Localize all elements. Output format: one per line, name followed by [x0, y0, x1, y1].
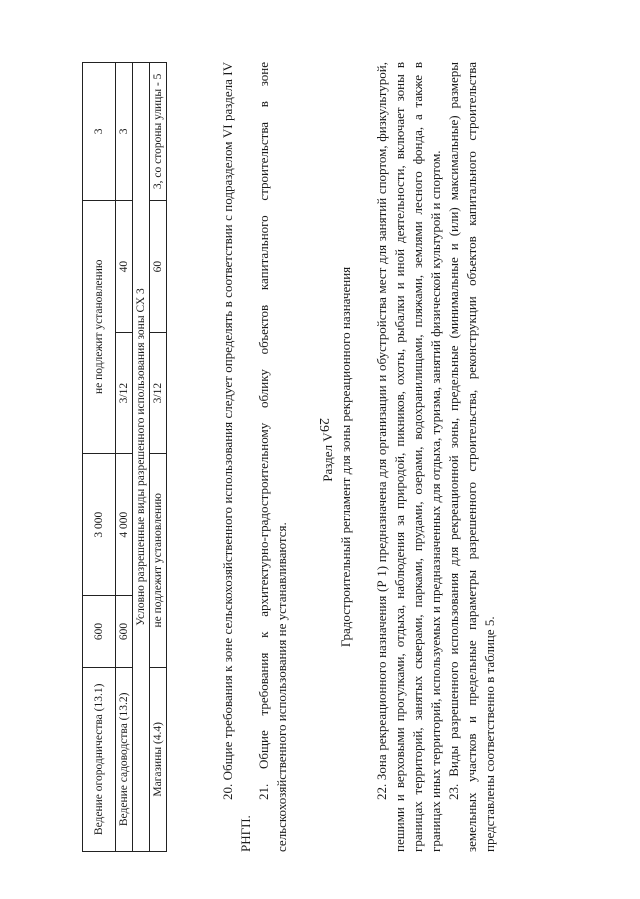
table-row — [150, 63, 167, 852]
zones-table — [82, 62, 167, 852]
table-cell: Ведение садоводства (13.2) — [116, 667, 133, 851]
table-section-header: Условно разрешенные виды разрешенного использования зоны СХ 3 — [133, 63, 150, 852]
paragraph-22: 22. Зона рекреационного назначения (Р 1) предназначена для организации и обустройства мест для занятий спортом, физкультурой, пешими и верховыми прогулками, отдыха, наблюдения за природой, пикников, охоты, рыбалки и иной деятельности, включает зоны в границах территорий, занятых скверами, парками, прудами, озерами, водохранилищами, пляжами, землями лесного фонда, а также в границах иных территорий, используемых и предназначенных для отдыха, туризма, занятий физической культурой и спортом. — [374, 62, 443, 852]
table-cell: 3/12 — [150, 333, 167, 453]
table-cell: не подлежит установлению — [83, 200, 116, 453]
table-cell: Ведение огородничества (13.1) — [83, 667, 116, 851]
page-number: 29 — [316, 418, 331, 432]
table-cell: 3, со стороны улицы - 5 — [150, 63, 167, 201]
table-cell: 600 — [116, 596, 133, 667]
table-cell: Магазины (4.4) — [150, 667, 167, 851]
table-row — [83, 63, 116, 852]
paragraph-20: 20. Общие требования к зоне сельскохозяйственного использования следует определять в соответствии с подразделом VI раздела IV РНГП. — [220, 62, 253, 852]
paragraph-23: 23. Виды разрешенного использования для рекреационной зоны, предельные (минимальные и (или) максимальные) размеры земельных участков и предельные параметры разрешенного строительства, реконструкции объектов капитального строительства представлены соответственно в таблице 5. — [446, 62, 497, 852]
table-cell: 3 000 — [83, 453, 116, 596]
rotated-page-content — [82, 62, 497, 852]
table-row — [133, 63, 150, 852]
table-cell: 3/12 — [116, 333, 133, 453]
table-cell: 4 000 — [116, 453, 133, 596]
paragraph-21: 21. Общие требования к архитектурно-градостроительному облику объектов капитального строительства в зоне сельскохозяйственного использования не устанавливаются. — [256, 62, 289, 852]
table-cell: не подлежит установлению — [150, 453, 167, 667]
section-subtitle: Градостроительный регламент для зоны рекреационного назначения — [338, 266, 353, 648]
table-cell: 600 — [83, 596, 116, 667]
table-cell: 60 — [150, 200, 167, 333]
table-cell: 3 — [116, 63, 133, 201]
table-cell: 3 — [83, 63, 116, 201]
section-title: Раздел V — [320, 432, 335, 482]
table-row — [116, 63, 133, 852]
table-cell: 40 — [116, 200, 133, 333]
